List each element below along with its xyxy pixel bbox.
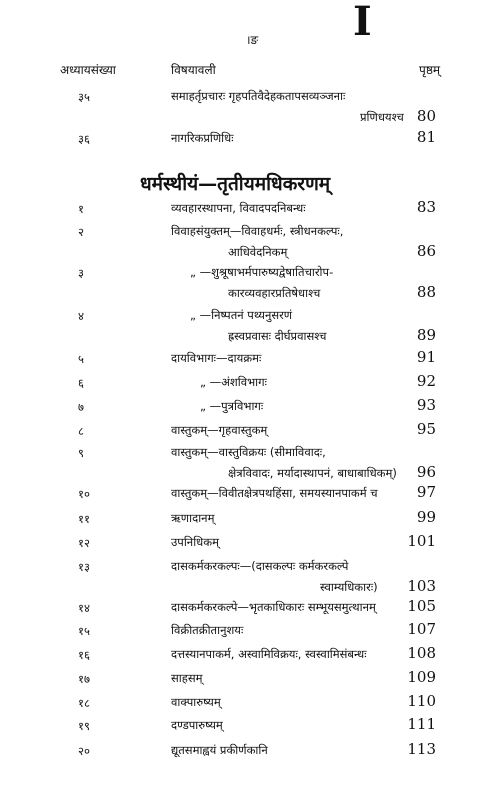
subject-text: „ —अंशविभागः [200,375,267,389]
subject-text-continued: आधिवेदनिकम् [228,245,288,259]
contents-row [0,556,493,595]
subject-text: समाहर्तृप्रचारः गृहपतिवैदेहकतापसव्यञ्जनाः [171,89,346,103]
contents-row [0,442,493,481]
page-number: 101 [407,532,436,550]
page-number: 89 [416,326,436,344]
contents-row [0,348,493,370]
chapter-number: १९ [78,719,90,733]
contents-row [0,420,493,442]
subject-text: वास्तुकम्—गृहवास्तुकम् [171,423,268,437]
header-page: पृष्ठम् [419,63,441,77]
page-number: 113 [407,740,436,758]
page-number: 109 [407,668,436,686]
contents-row [0,597,493,619]
page-number: 86 [416,242,436,260]
subject-text: दायविभागः—दायक्रमः [171,351,262,365]
chapter-number: ९ [78,446,84,460]
chapter-number: २० [78,744,90,758]
subject-text: वास्तुकम्—वास्तुविक्रयः (सीमाविवादः, [171,445,326,459]
chapter-number: १० [78,487,90,501]
header-chapter: अध्यायसंख्या [60,63,116,77]
chapter-number: ३६ [78,132,90,146]
contents-row [0,668,493,690]
contents-row [0,262,493,301]
chapter-number: ५ [78,352,84,366]
subject-text: द्यूतसमाह्वयं प्रकीर्णकानि [171,743,268,757]
subject-text: वाक्पारुष्यम् [171,695,221,709]
contents-row [0,483,493,505]
chapter-number: १७ [78,672,90,686]
page-number: 83 [416,198,436,216]
contents-row [0,396,493,418]
subject-text: दण्डपारुष्यम् [171,718,223,732]
subject-text-continued: क्षेत्रविवादः, मर्यादास्थापनं, बाधाबाधिकम्) [228,466,397,480]
subject-text-continued: कारव्यवहारप्रतिषेधाश्च [228,286,321,300]
contents-row [0,221,493,260]
subject-text: विवाहसंयुक्तम्—विवाहधर्मः, स्त्रीधनकल्पः, [171,224,344,238]
contents-row [0,86,493,125]
chapter-number: ३ [78,266,84,280]
contents-row [0,740,493,762]
subject-text: नागरिकप्रणिधिः [171,131,234,145]
contents-row [0,644,493,666]
subject-text-continued: स्वाम्यधिकारः) [320,580,378,594]
chapter-number: १६ [78,648,90,662]
page-number: 105 [407,597,436,615]
contents-row [0,715,493,737]
page-number: 108 [407,644,436,662]
page-number: 111 [407,715,436,733]
page-number: 81 [416,128,436,146]
header-subject: विषयावली [171,63,216,77]
chapter-number: ६ [78,376,84,390]
contents-row [0,372,493,394]
page-number: 107 [407,620,436,638]
section-title: धर्मस्थीयं—तृतीयमधिकरणम् [140,173,331,195]
chapter-number: १८ [78,696,90,710]
chapter-number: २ [78,225,84,239]
chapter-number: १ [78,202,84,216]
subject-text: दासकर्मकरकल्पे—भृतकाधिकारः सम्भूयसमुत्थानम् [171,600,376,614]
chapter-number: ३५ [78,90,90,104]
contents-row [0,620,493,642]
chapter-number: ११ [78,512,90,526]
page-number: 91 [416,348,436,366]
chapter-number: ८ [78,424,84,438]
subject-text: दासकर्मकरकल्पः—(दासकल्पः कर्मकरकल्पे [171,559,349,573]
subject-text: दत्तस्यानपाकर्म, अस्वामिविक्रयः, स्वस्वामिसंबन्धः [171,647,367,661]
contents-row [0,692,493,714]
page-number: 93 [416,396,436,414]
page-number: 103 [407,577,436,595]
chapter-roman-number: I [353,0,372,45]
page-number: 92 [416,372,436,390]
subject-text-continued: ह्रस्वप्रवासः दीर्घप्रवासश्च [228,329,327,343]
page-number: 95 [416,420,436,438]
contents-row [0,128,493,150]
subject-text: „ —पुत्रविभागः [200,399,264,413]
chapter-number: १५ [78,624,90,638]
chapter-number: १३ [78,560,90,574]
contents-row [0,198,493,220]
page-number: 96 [416,463,436,481]
contents-row [0,532,493,554]
chapter-number: ४ [78,309,84,323]
chapter-number: ७ [78,400,84,414]
subject-text: ऋणादानम् [171,511,215,525]
page-number: 110 [407,692,436,710]
subject-text: „ —निष्पतनं पथ्यनुसरणं [190,308,293,322]
chapter-number: १४ [78,601,90,615]
page-number: 88 [416,283,436,301]
subject-text: व्यवहारस्थापना, विवादपदनिबन्धः [171,201,306,215]
chapter-number: १२ [78,536,90,550]
subject-text: वास्तुकम्—विवीतक्षेत्रपथहिंसा, समयस्यानपाकर्म च [171,486,378,500]
page-number: 97 [416,483,436,501]
subject-text: विक्रीतक्रीतानुशयः [171,623,244,637]
page-mark: ।ङ [246,33,259,47]
page-number: 99 [416,508,436,526]
subject-text: साहसम् [171,671,203,685]
page-number: 80 [416,107,436,125]
contents-row [0,508,493,530]
contents-row [0,305,493,344]
subject-text-continued: प्रणिधयश्च [360,110,404,124]
subject-text: „ —शुश्रूषाभर्मपारुष्यद्वेषातिचारोप- [190,265,334,279]
subject-text: उपनिधिकम् [171,535,219,549]
